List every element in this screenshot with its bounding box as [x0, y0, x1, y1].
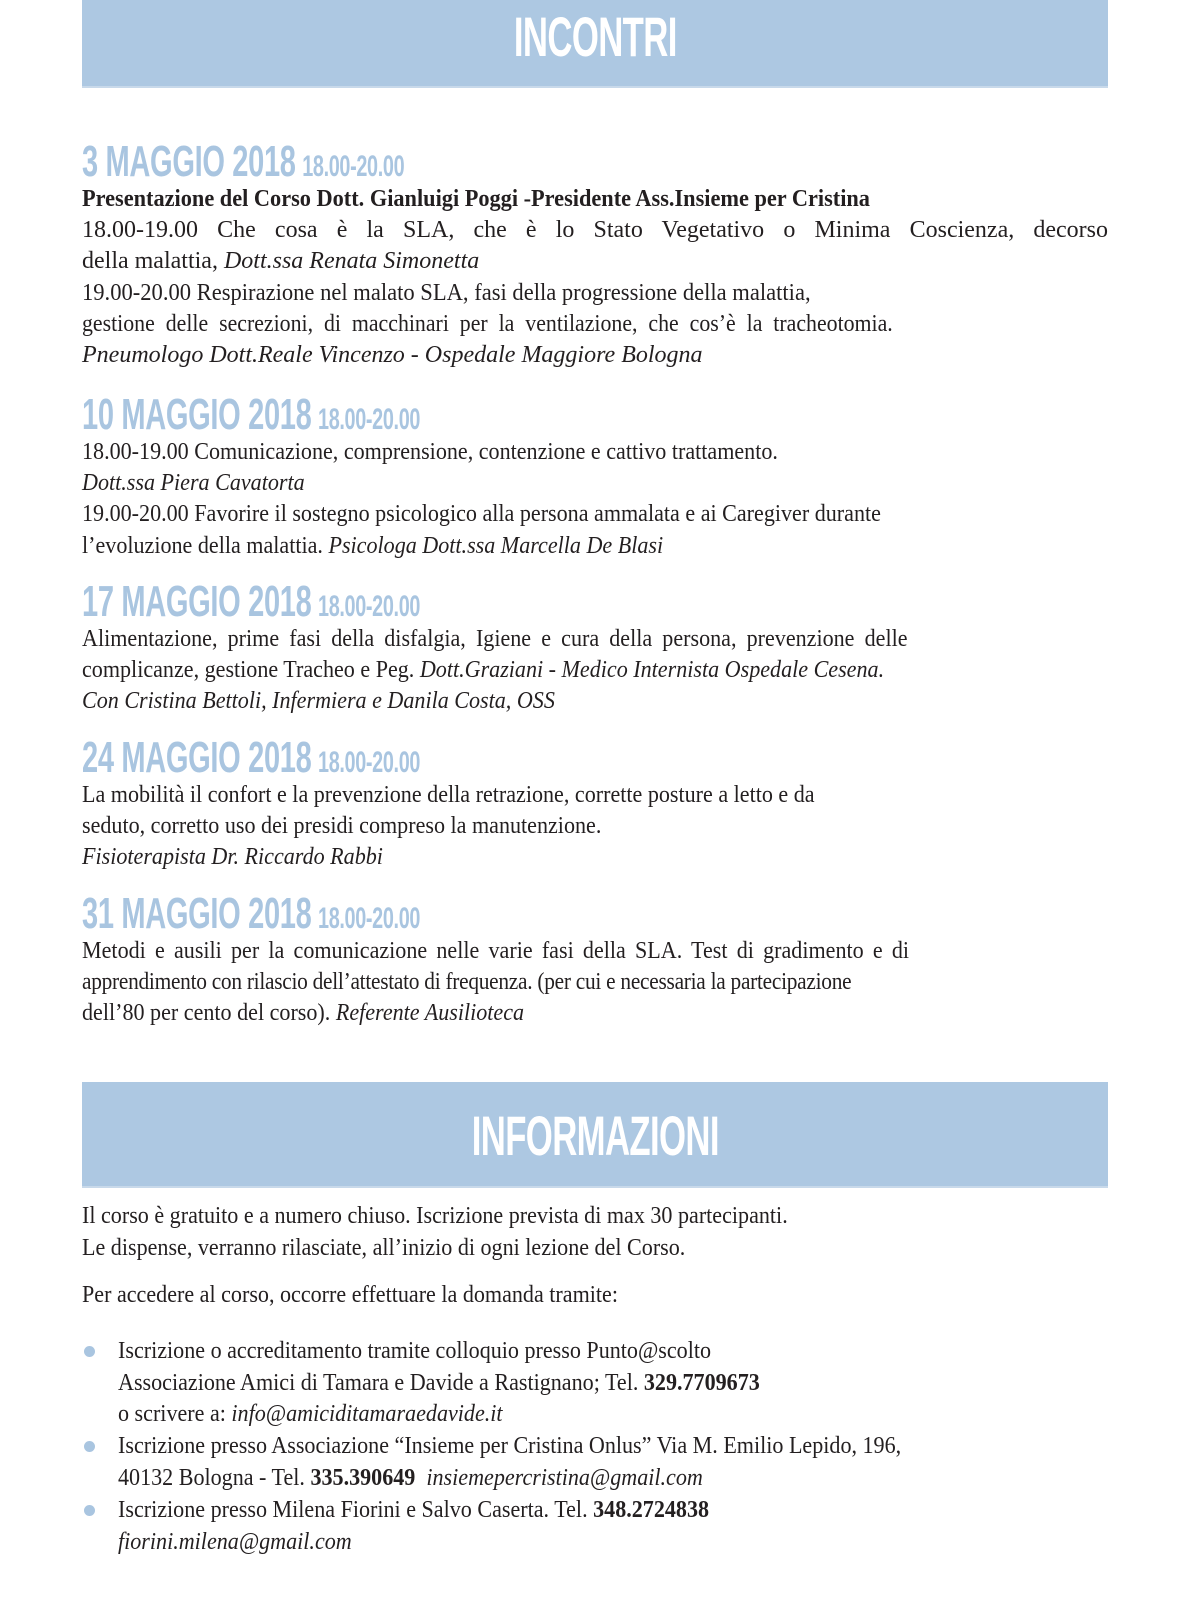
email-link[interactable]: insiemepercristina@gmail.com — [426, 1465, 703, 1491]
speaker-name: Dott.ssa Piera Cavatorta — [82, 470, 305, 497]
session-24-maggio — [82, 733, 1108, 874]
bullet-item-fiorini: Iscrizione presso Milena Fiorini e Salvo Caserta. Tel. 348.2724838 — [118, 1497, 710, 1523]
info-free-course: Il corso è gratuito e a numero chiuso. Iscrizione prevista di max 30 partecipanti. — [82, 1203, 788, 1229]
session-date-heading — [82, 137, 759, 186]
session-date-heading — [82, 889, 759, 938]
session-time: 18.00-20.00 — [318, 902, 421, 935]
session-3-maggio — [82, 137, 1108, 371]
session-31-maggio — [82, 889, 1108, 1030]
session-line: dell’80 per cento del corso). Referente Ausilioteca — [82, 1000, 525, 1027]
session-date: 3 MAGGIO 2018 — [82, 137, 296, 186]
session-date-heading — [82, 733, 759, 782]
session-line: della malattia, Dott.ssa Renata Simonetta — [82, 248, 480, 275]
session-time: 18.00-20.00 — [318, 403, 421, 436]
course-presentation: Presentazione del Corso Dott. Gianluigi Poggi -Presidente Ass.Insieme per Cristina — [82, 186, 870, 212]
session-time: 18.00-20.00 — [302, 150, 405, 183]
session-time: 18.00-20.00 — [318, 590, 421, 623]
session-line: seduto, corretto uso dei presidi compreso la manutenzione. — [82, 813, 602, 840]
session-line — [82, 468, 1108, 499]
session-line: apprendimento con rilascio dell’attestato di frequenza. (per cui e necessaria la partecipazione — [82, 969, 852, 996]
incontri-banner — [82, 0, 1108, 88]
session-10-maggio — [82, 390, 1108, 562]
session-date-heading — [82, 390, 759, 439]
info-handouts: Le dispense, verranno rilasciate, all’inizio di ogni lezione del Corso. — [82, 1235, 686, 1261]
session-date: 17 MAGGIO 2018 — [82, 577, 312, 626]
informazioni-title: INFORMAZIONI — [471, 1104, 719, 1167]
session-date: 24 MAGGIO 2018 — [82, 733, 312, 782]
speaker-name: Referente Ausilioteca — [335, 1000, 525, 1027]
phone-number: 335.390649 — [310, 1465, 416, 1491]
bullet-item-line: o scrivere a: info@amiciditamaraedavide.it — [118, 1401, 503, 1427]
phone-number: 348.2724838 — [593, 1497, 710, 1523]
session-date: 31 MAGGIO 2018 — [82, 889, 312, 938]
speaker-name: Pneumologo Dott.Reale Vincenzo - Ospedale Maggiore Bologna — [82, 342, 703, 369]
speaker-name: Dott.Graziani - Medico Internista Ospedale Cesena. — [419, 657, 885, 684]
session-line — [82, 686, 1108, 717]
speaker-name: Dott.ssa Renata Simonetta — [223, 248, 480, 275]
bullet-item-insieme-cristina: Iscrizione presso Associazione “Insieme per Cristina Onlus” Via M. Emilio Lepido, 196, — [118, 1433, 902, 1459]
info-how-to-apply: Per accedere al corso, occorre effettuare la domanda tramite: — [82, 1282, 618, 1308]
session-17-maggio — [82, 577, 1108, 718]
bullet-icon — [84, 1505, 95, 1516]
bullet-item-line — [118, 1527, 352, 1558]
bullet-item-line: 40132 Bologna - Tel. 335.390649 insiemepercristina@gmail.com — [118, 1465, 703, 1491]
session-time: 18.00-20.00 — [318, 746, 421, 779]
session-line: 19.00-20.00 Favorire il sostegno psicologico alla persona ammalata e ai Caregiver durante — [82, 501, 881, 528]
speaker-name: Con Cristina Bettoli, Infermiera e Danila Costa, OSS — [82, 688, 555, 715]
bullet-icon — [84, 1441, 95, 1452]
session-line — [82, 184, 1108, 215]
session-line: l’evoluzione della malattia. Psicologa Dott.ssa Marcella De Blasi — [82, 532, 664, 559]
session-line: 19.00-20.00 Respirazione nel malato SLA, fasi della progressione della malattia, — [82, 279, 811, 306]
email-link[interactable]: info@amiciditamaraedavide.it — [231, 1401, 503, 1427]
session-line: Metodi e ausili per la comunicazione nelle varie fasi della SLA. Test di gradimento e di — [82, 938, 910, 964]
bullet-item-line: Associazione Amici di Tamara e Davide a Rastignano; Tel. 329.7709673 — [118, 1370, 760, 1396]
speaker-name: Fisioterapista Dr. Riccardo Rabbi — [82, 844, 383, 871]
phone-number: 329.7709673 — [643, 1370, 760, 1396]
bullet-item-punto-ascolto: Iscrizione o accreditamento tramite colloquio presso Punto@scolto — [118, 1338, 712, 1364]
session-line: La mobilità il confort e la prevenzione della retrazione, corrette posture a letto e da — [82, 782, 815, 808]
session-date: 10 MAGGIO 2018 — [82, 390, 312, 439]
session-line — [82, 842, 1108, 873]
session-line: Alimentazione, prime fasi della disfalgia, Igiene e cura della persona, prevenzione delle — [82, 626, 908, 652]
session-date-heading — [82, 577, 759, 626]
session-line: gestione delle secrezioni, di macchinari per la ventilazione, che cos’è la tracheotomia. — [82, 310, 893, 337]
informazioni-banner — [82, 1082, 1108, 1188]
bullet-icon — [84, 1346, 95, 1357]
speaker-name: Psicologa Dott.ssa Marcella De Blasi — [328, 532, 664, 559]
email-link[interactable]: fiorini.milena@gmail.com — [118, 1529, 352, 1555]
session-line: 18.00-19.00 Che cosa è la SLA, che è lo Stato Vegetativo o Minima Coscienza, decorso — [82, 217, 1108, 244]
session-line — [82, 340, 1108, 371]
incontri-title: INCONTRI — [513, 5, 677, 68]
session-line: 18.00-19.00 Comunicazione, comprensione, contenzione e cattivo trattamento. — [82, 439, 778, 465]
session-line: complicanze, gestione Tracheo e Peg. Dott.Graziani - Medico Internista Ospedale Cesena. — [82, 657, 885, 684]
